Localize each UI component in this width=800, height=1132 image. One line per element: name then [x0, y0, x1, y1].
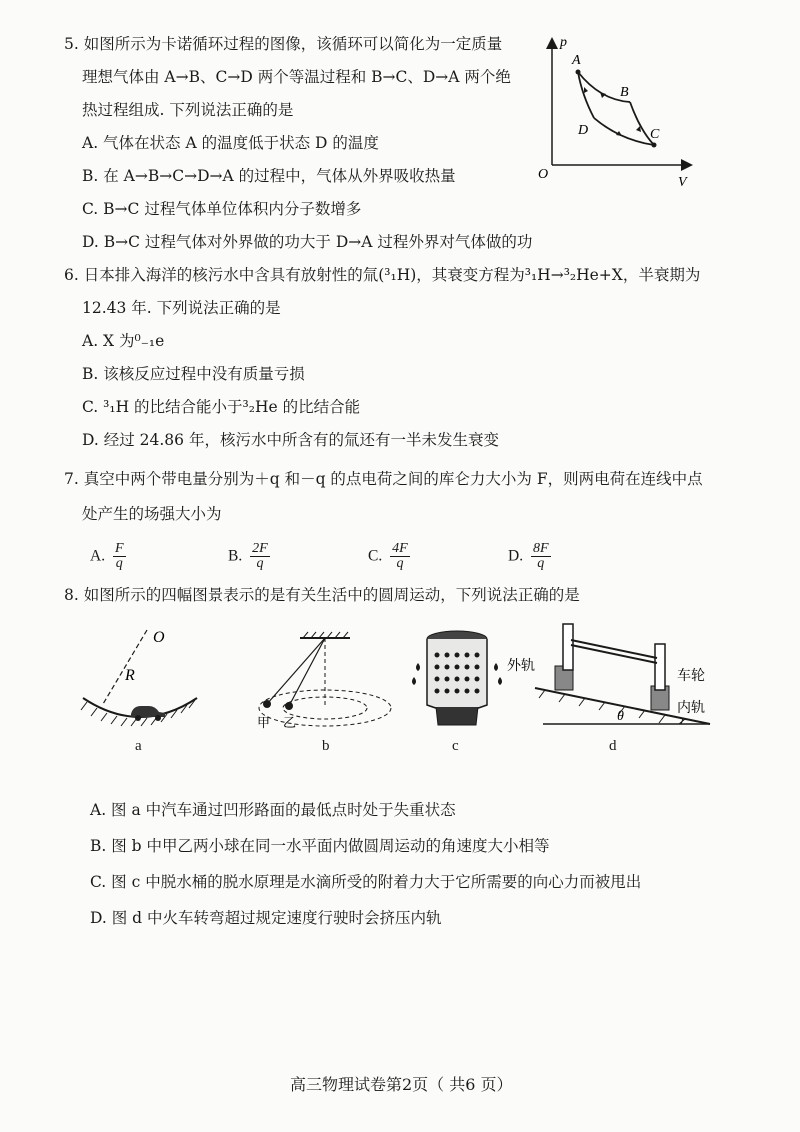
q7-option-b-denominator: q	[256, 556, 264, 571]
fig-d-theta-label: θ	[617, 709, 624, 724]
q7-option-a-denominator: q	[115, 556, 123, 571]
q5-option-a: A. 气体在状态 A 的温度低于状态 D 的温度	[82, 134, 379, 152]
q8-figure-a	[75, 618, 205, 733]
q7-option-c-label: C.	[368, 547, 383, 565]
q6-stem-line-2: 12.43 年. 下列说法正确的是	[82, 299, 281, 317]
q7-option-b	[228, 542, 270, 571]
q5-option-c: C. B→C 过程气体单位体积内分子数增多	[82, 200, 362, 218]
q5-v-label: V	[678, 175, 687, 190]
q8-stem: 8. 如图所示的四幅图景表示的是有关生活中的圆周运动，下列说法正确的是	[64, 586, 580, 604]
fig-a-car	[131, 706, 165, 721]
fig-b-caption: b	[322, 738, 330, 754]
q5-label-b: B	[620, 85, 629, 100]
q5-label-d: D	[578, 123, 589, 138]
q5-option-b: B. 在 A→B→C→D→A 的过程中，气体从外界吸收热量	[82, 167, 456, 185]
fig-c-caption: c	[452, 738, 459, 754]
q7-option-d-numerator: 8F	[533, 541, 549, 556]
q7-option-d-denominator: q	[537, 556, 545, 571]
q5-curve-da	[578, 72, 594, 118]
fig-d-axle	[571, 640, 657, 658]
q5-curve-cd	[594, 118, 654, 145]
q8-option-c: C. 图 c 中脱水桶的脱水原理是水滴所受的附着力大于它所需要的向心力而被甩出	[90, 873, 642, 891]
q6-option-b: B. 该核反应过程中没有质量亏损	[82, 365, 305, 383]
q5-point-c	[652, 143, 657, 148]
q7-stem-line-2: 处产生的场强大小为	[82, 505, 222, 523]
q8-figure-b	[245, 630, 405, 735]
q7-option-a-numerator: F	[115, 541, 124, 556]
q8-figure-d	[505, 618, 720, 733]
page-footer: 高三物理试卷第2页（ 共6 页）	[290, 1075, 513, 1094]
q5-stem-line-3: 热过程组成. 下列说法正确的是	[82, 101, 294, 119]
fig-a-caption: a	[135, 738, 142, 754]
q8-option-a: A. 图 a 中汽车通过凹形路面的最低点时处于失重状态	[90, 801, 456, 819]
q7-option-d-label: D.	[508, 547, 524, 565]
fig-b-yi-label: 乙	[283, 715, 297, 730]
q7-option-b-numerator: 2F	[252, 541, 268, 556]
fig-d-outer-label: 外轨	[507, 659, 535, 674]
fig-d-caption: d	[609, 738, 617, 754]
q8-figure-c	[410, 625, 505, 735]
q5-label-a: A	[572, 53, 581, 68]
q7-option-a	[90, 542, 126, 571]
q5-stem-line-2: 理想气体由 A→B、C→D 两个等温过程和 B→C、D→A 两个绝	[82, 68, 511, 86]
fig-d-inner-label: 内轨	[677, 701, 705, 716]
fig-d-wheel-label: 车轮	[677, 669, 705, 684]
q5-p-label: p	[560, 35, 567, 50]
q8-option-b: B. 图 b 中甲乙两小球在同一水平面内做圆周运动的角速度大小相等	[90, 837, 550, 855]
fig-b-string-jia	[267, 638, 325, 704]
q5-option-d: D. B→C 过程气体对外界做的功大于 D→A 过程外界对气体做的功	[82, 233, 533, 251]
q6-option-d: D. 经过 24.86 年，核污水中所含有的氚还有一半未发生衰变	[82, 431, 499, 449]
fig-b-ball-jia	[263, 700, 271, 708]
q5-origin-label: O	[538, 167, 549, 182]
q8-option-d: D. 图 d 中火车转弯超过规定速度行驶时会挤压内轨	[90, 909, 442, 927]
q7-stem-line-1: 7. 真空中两个带电量分别为＋q 和－q 的点电荷之间的库仑力大小为 F，则两电荷在连线中点	[64, 470, 703, 488]
fig-b-jia-label: 甲	[257, 715, 271, 730]
q6-option-c: C. ³₁H 的比结合能小于³₂He 的比结合能	[82, 398, 361, 416]
q6-stem-line-1: 6. 日本排入海洋的核污水中含具有放射性的氚(³₁H)，其衰变方程为³₁H→³₂He+X，半衰期为	[64, 266, 701, 284]
q5-pv-graph	[530, 30, 700, 190]
fig-a-r-label: R	[125, 667, 135, 684]
q5-stem-line-1: 5. 如图所示为卡诺循环过程的图像，该循环可以简化为一定质量	[64, 35, 503, 53]
q5-point-a	[576, 70, 581, 75]
q7-option-b-label: B.	[228, 547, 243, 565]
q7-option-c	[368, 542, 410, 571]
q7-option-a-label: A.	[90, 547, 106, 565]
fig-b-ball-yi	[285, 702, 293, 710]
q6-option-a: A. X 为⁰₋₁e	[82, 332, 165, 350]
q7-option-c-denominator: q	[396, 556, 404, 571]
q7-option-d	[508, 542, 551, 571]
q7-option-c-numerator: 4F	[392, 541, 408, 556]
fig-a-o-label: O	[153, 629, 165, 646]
q5-label-c: C	[650, 127, 660, 142]
